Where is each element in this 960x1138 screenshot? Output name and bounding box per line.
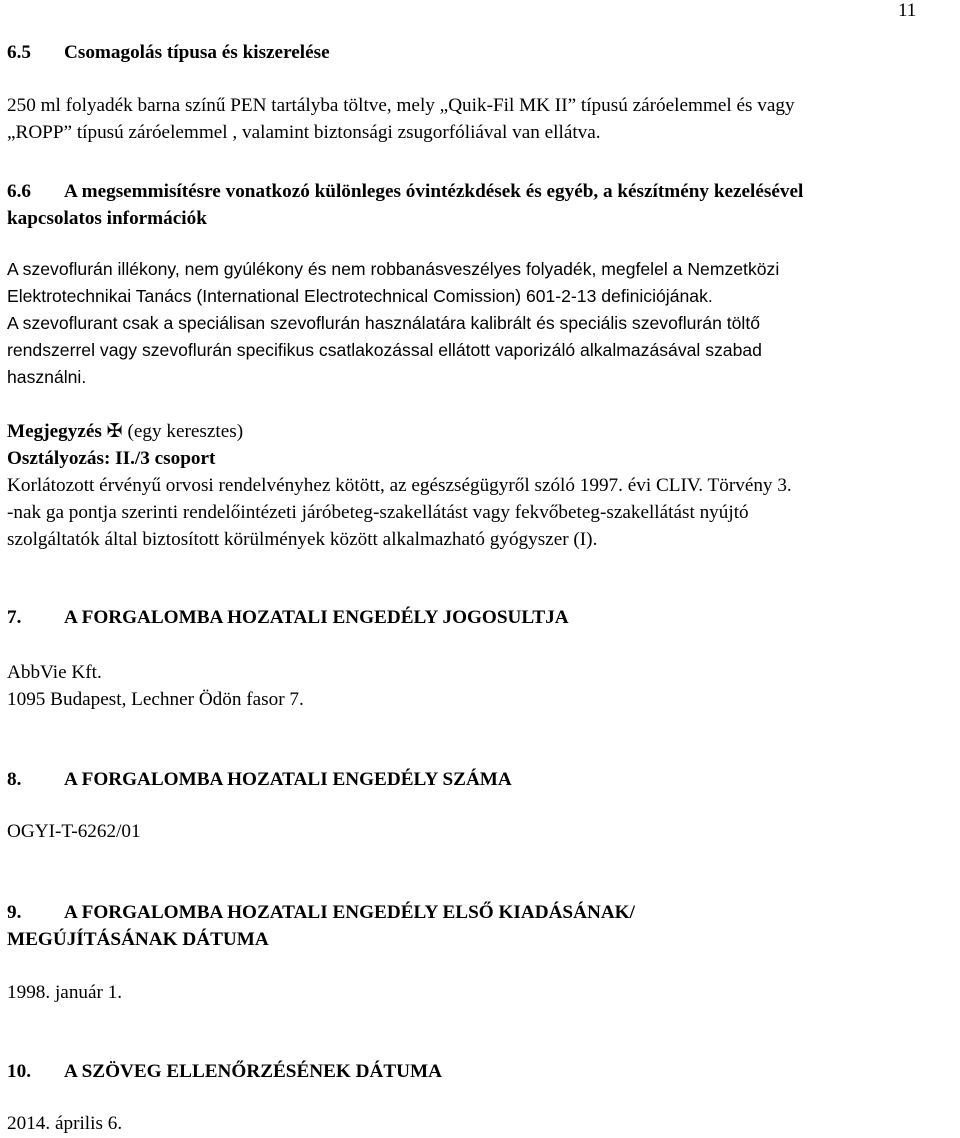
section-title-line: A megsemmisítésre vonatkozó különleges óvintézkdések és egyéb, a készítmény kezelésével bbox=[64, 181, 804, 202]
cross-text: (egy keresztes) bbox=[127, 421, 244, 442]
section-number: 7. bbox=[7, 607, 22, 628]
section-6-6-body bbox=[7, 256, 957, 391]
section-8-heading bbox=[7, 766, 957, 793]
classification-label: Osztályozás: II./3 csoport bbox=[7, 448, 216, 469]
section-7-body bbox=[7, 659, 957, 713]
holder-address: 1095 Budapest, Lechner Ödön fasor 7. bbox=[7, 689, 304, 710]
section-7-heading bbox=[7, 604, 957, 631]
section-title: A FORGALOMBA HOZATALI ENGEDÉLY SZÁMA bbox=[64, 769, 512, 790]
section-9-heading bbox=[7, 899, 957, 953]
section-10-heading bbox=[7, 1058, 957, 1085]
text-line: -nak ga pontja szerinti rendelőintézeti járóbeteg-szakellátást vagy fekvőbeteg-szakellátást nyújtó bbox=[7, 502, 749, 523]
section-number: 8. bbox=[7, 769, 22, 790]
section-number: 10. bbox=[7, 1061, 31, 1082]
section-title-line: kapcsolatos információk bbox=[7, 208, 207, 229]
note-block bbox=[7, 418, 957, 553]
section-title: A FORGALOMBA HOZATALI ENGEDÉLY JOGOSULTJA bbox=[64, 607, 569, 628]
note-label: Megjegyzés bbox=[7, 421, 102, 442]
text-line: „ROPP” típusú záróelemmel , valamint biztonsági zsugorfóliával van ellátva. bbox=[7, 122, 601, 143]
section-number: 9. bbox=[7, 902, 22, 923]
holder-name: AbbVie Kft. bbox=[7, 662, 102, 683]
text-line: Korlátozott érvényű orvosi rendelvényhez kötött, az egészségügyről szóló 1997. évi CLIV. Törvény 3. bbox=[7, 475, 792, 496]
section-6-6-heading bbox=[7, 178, 957, 232]
text-line: A szevoflurant csak a speciálisan szevoflurán használatára kalibrált és speciális szevoflurán töltő bbox=[7, 313, 761, 333]
revision-date: 2014. április 6. bbox=[7, 1113, 123, 1134]
cross-icon: ✠ bbox=[106, 421, 123, 442]
page-number: 11 bbox=[898, 0, 917, 21]
section-number: 6.6 bbox=[7, 181, 31, 202]
text-line: A szevoflurán illékony, nem gyúlékony és nem robbanásveszélyes folyadék, megfelel a Nemzetközi bbox=[7, 259, 780, 279]
section-title: Csomagolás típusa és kiszerelése bbox=[64, 42, 330, 63]
text-line: szolgáltatók által biztosított körülmények között alkalmazható gyógyszer (I). bbox=[7, 529, 598, 550]
text-line: használni. bbox=[7, 367, 87, 387]
section-6-5-body bbox=[7, 92, 957, 146]
section-6-5-heading bbox=[7, 39, 957, 66]
authorization-number: OGYI-T-6262/01 bbox=[7, 821, 141, 842]
section-number: 6.5 bbox=[7, 42, 31, 63]
text-line: rendszerrel vagy szevoflurán specifikus csatlakozással ellátott vaporizáló alkalmazásával szabad bbox=[7, 340, 762, 360]
text-line: Elektrotechnikai Tanács (International Electrotechnical Comission) 601-2-13 definiciójának. bbox=[7, 286, 713, 306]
section-title-line: MEGÚJÍTÁSÁNAK DÁTUMA bbox=[7, 929, 269, 950]
first-authorization-date: 1998. január 1. bbox=[7, 982, 123, 1003]
text-line: 250 ml folyadék barna színű PEN tartályba töltve, mely „Quik-Fil MK II” típusú záróelemmel és vagy bbox=[7, 95, 795, 116]
section-title-line: A FORGALOMBA HOZATALI ENGEDÉLY ELSŐ KIADÁSÁNAK/ bbox=[64, 902, 635, 923]
section-title: A SZÖVEG ELLENŐRZÉSÉNEK DÁTUMA bbox=[64, 1061, 442, 1082]
